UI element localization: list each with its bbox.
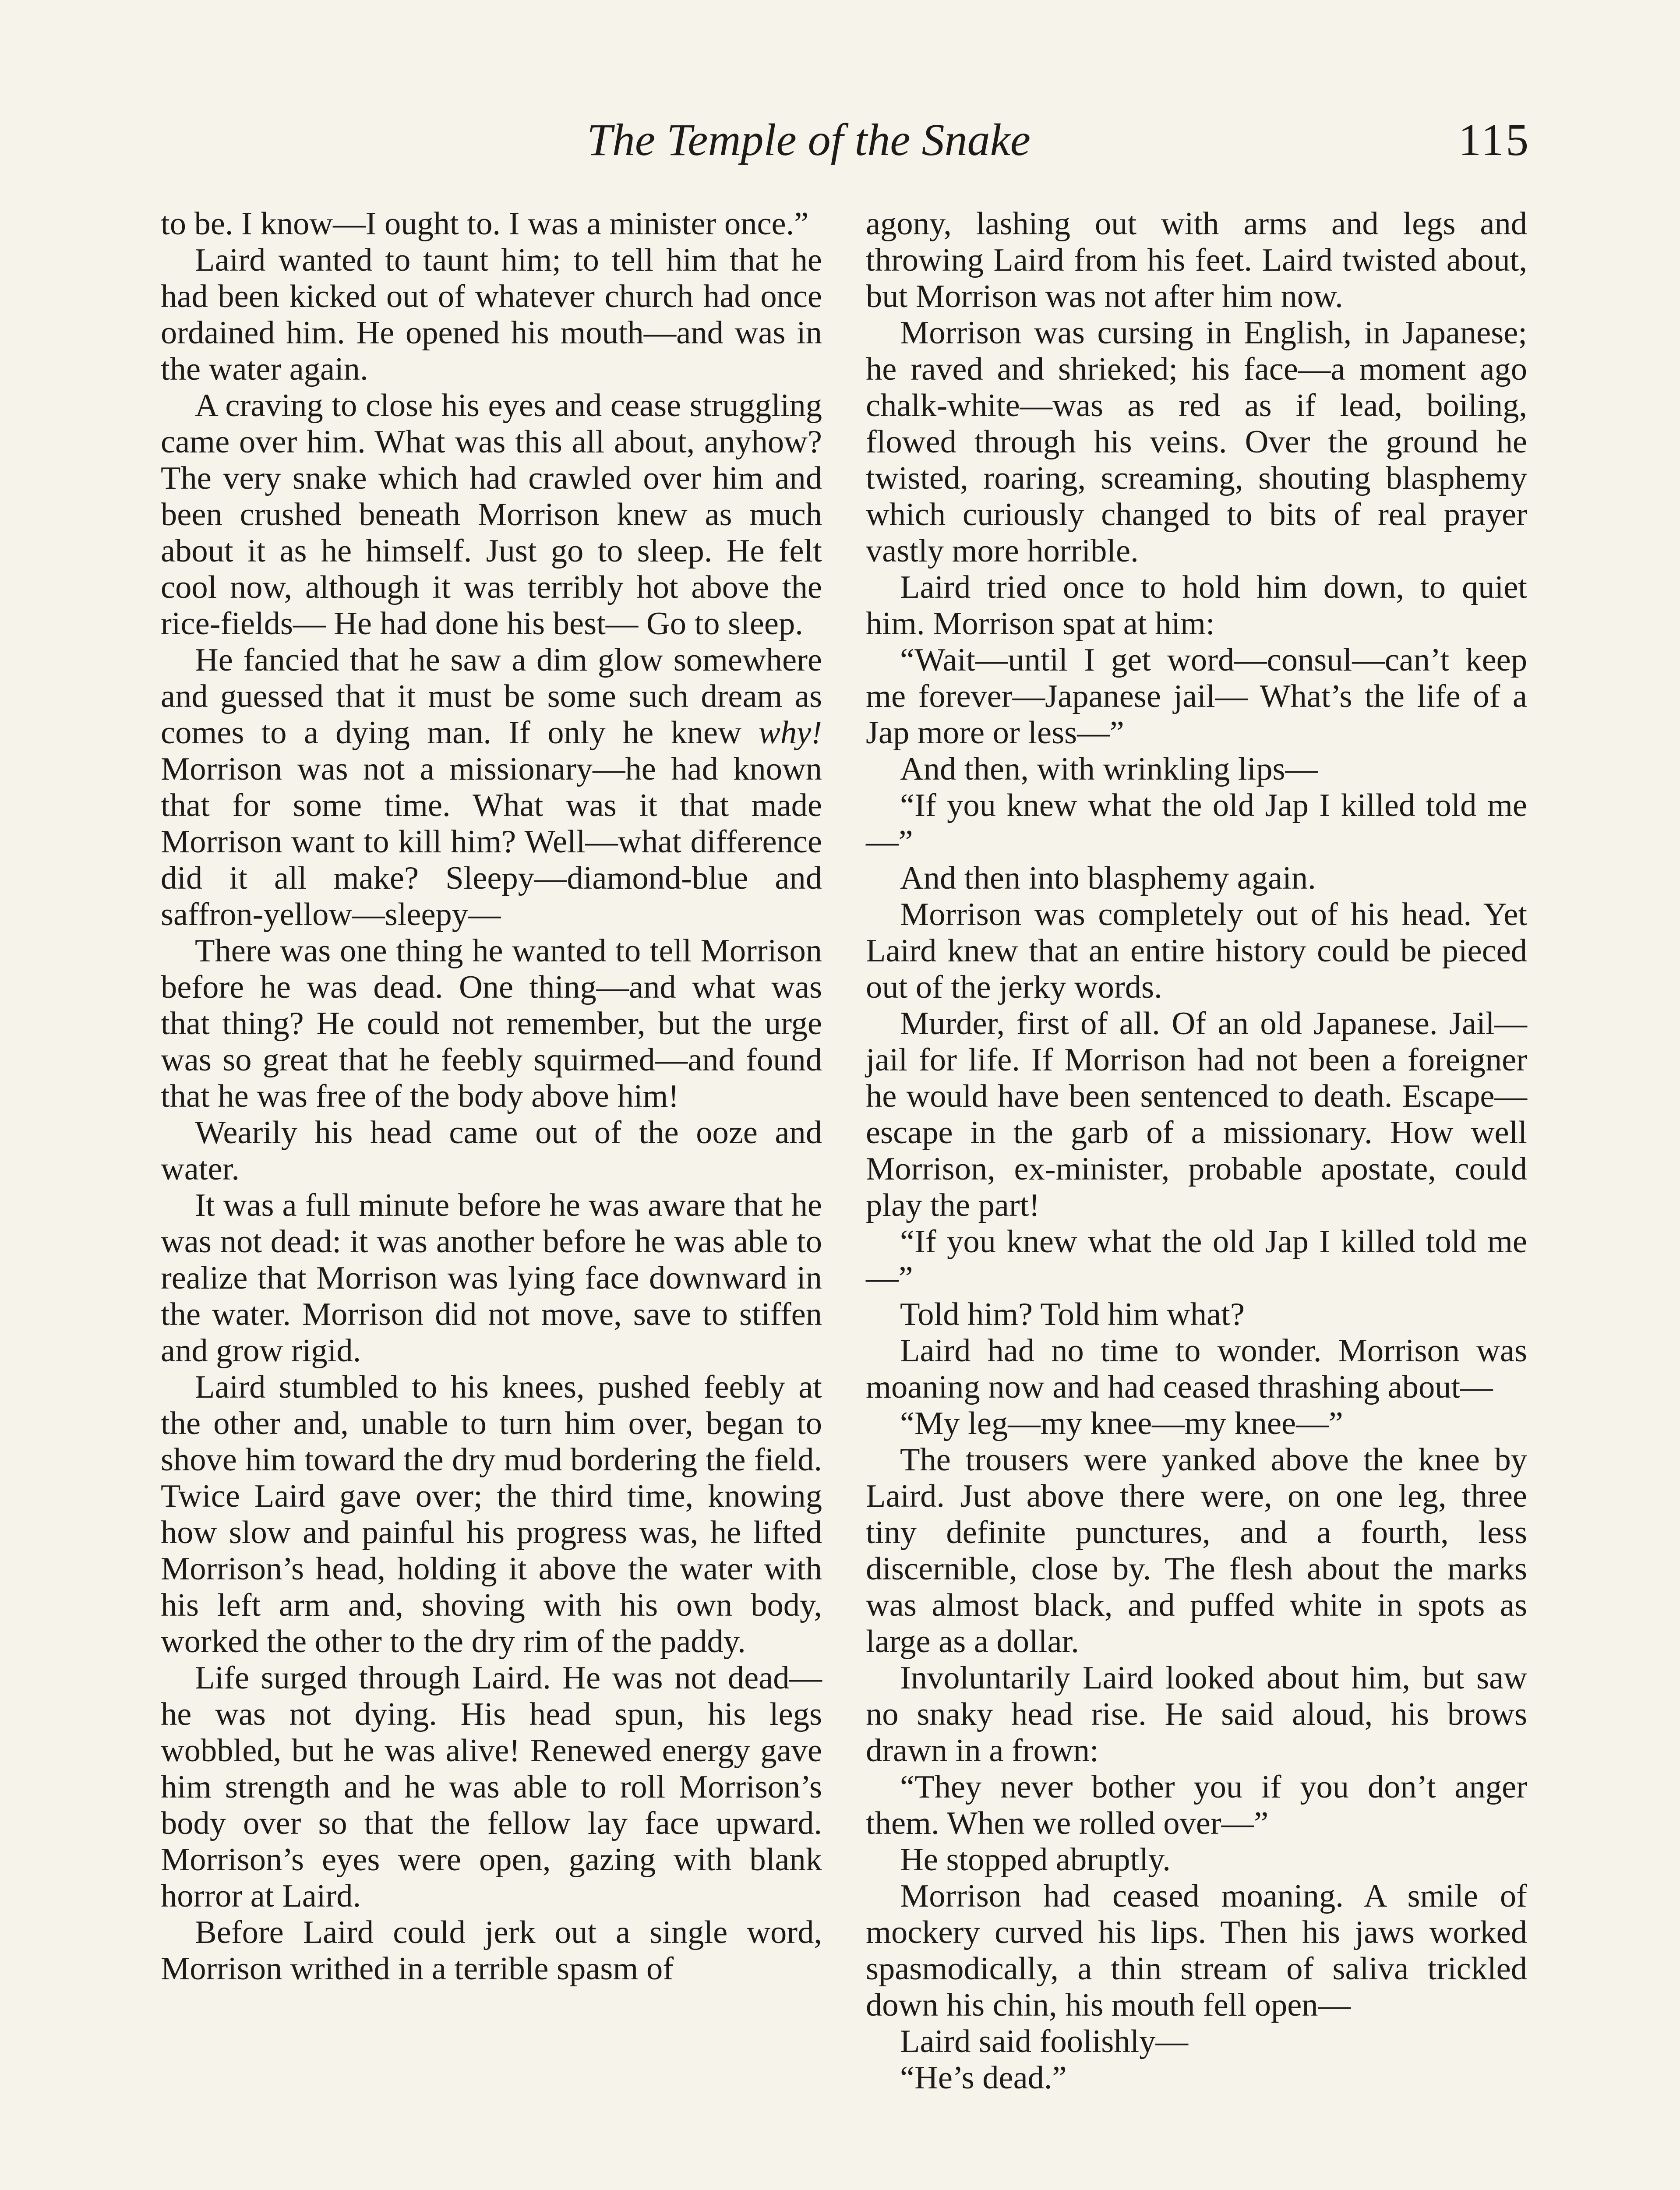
paragraph: “If you knew what the old Jap I killed told me—” xyxy=(866,1224,1527,1296)
paragraph: Involuntarily Laird looked about him, but saw no snaky head rise. He said aloud, his brows drawn in a frown: xyxy=(866,1660,1527,1769)
paragraph: Laird tried once to hold him down, to quiet him. Morrison spat at him: xyxy=(866,569,1527,642)
right-column xyxy=(866,206,1527,2096)
paragraph: Laird stumbled to his knees, pushed feebly at the other and, unable to turn him over, began to shove him toward the dry mud bordering the field. Twice Laird gave over; the third time, knowing how slow and painful his progress was, he lifted Morrison’s head, holding it above the water with his left arm and, shoving with his own body, worked the other to the dry rim of the paddy. xyxy=(161,1369,822,1660)
paragraph: Wearily his head came out of the ooze and water. xyxy=(161,1115,822,1187)
paragraph: Morrison was completely out of his head. Yet Laird knew that an entire history could be pieced out of the jerky words. xyxy=(866,897,1527,1005)
paragraph: “He’s dead.” xyxy=(900,2060,1067,2096)
running-head xyxy=(0,112,1680,169)
paragraph: Murder, first of all. Of an old Japanese. Jail—jail for life. If Morrison had not been a foreigner he would have been sentenced to death. Escape—escape in the garb of a missionary. How well Morrison, ex-minister, probable apostate, could play the part! xyxy=(866,1006,1527,1223)
paragraph: He stopped abruptly. xyxy=(900,1842,1171,1878)
paragraph: “If you knew what the old Jap I killed told me—” xyxy=(866,788,1527,860)
paragraph: Life surged through Laird. He was not dead—he was not dying. His head spun, his legs wobbled, but he was alive! Renewed energy gave him strength and he was able to roll Morrison’s body over so that the fellow lay face upward. Morrison’s eyes were open, gazing with blank horror at Laird. xyxy=(161,1660,822,1914)
paragraph: Morrison was cursing in English, in Japanese; he raved and shrieked; his face—a moment ago chalk-white—was as red as if lead, boiling, flowed through his veins. Over the ground he twisted, roaring, screaming, shouting blasphemy which curiously changed to bits of real prayer vastly more horrible. xyxy=(866,315,1527,569)
paragraph: to be. I know—I ought to. I was a minister once.” xyxy=(161,206,809,242)
paragraph-text: Morrison was not a missionary—he had known that for some time. What was it that made Morrison want to kill him? Well—what difference did it all make? Sleepy—diamond-blue and saffron-yellow—sleepy— xyxy=(161,751,822,933)
paragraph: Morrison had ceased moaning. A smile of mockery curved his lips. Then his jaws worked spasmodically, a thin stream of saliva trickled down his chin, his mouth fell open— xyxy=(866,1878,1527,2023)
paragraph: agony, lashing out with arms and legs and throwing Laird from his feet. Laird twisted about, but Morrison was not after him now. xyxy=(866,206,1527,314)
left-column xyxy=(161,206,822,1987)
paragraph: “They never bother you if you don’t anger them. When we rolled over—” xyxy=(866,1769,1527,1841)
emphasis-word: why! xyxy=(759,715,822,751)
running-title: The Temple of the Snake xyxy=(587,115,1031,165)
paragraph: Laird said foolishly— xyxy=(900,2024,1188,2059)
paragraph: Told him? Told him what? xyxy=(900,1296,1245,1332)
paragraph: It was a full minute before he was aware that he was not dead: it was another before he was able to realize that Morrison was lying face downward in the water. Morrison did not move, save to stiffen and grow rigid. xyxy=(161,1187,822,1369)
page-number: 115 xyxy=(1458,115,1531,165)
paragraph: Laird had no time to wonder. Morrison was moaning now and had ceased thrashing about— xyxy=(866,1333,1527,1405)
paragraph: A craving to close his eyes and cease struggling came over him. What was this all about, anyhow? The very snake which had crawled over him and been crushed beneath Morrison knew as much about it as he himself. Just go to sleep. He felt cool now, although it was terribly hot above the rice-fields— He had done his best— Go to sleep. xyxy=(161,388,822,642)
paragraph: And then, with wrinkling lips— xyxy=(900,751,1318,787)
paragraph: Laird wanted to taunt him; to tell him that he had been kicked out of whatever church had once ordained him. He opened his mouth—and was in the water again. xyxy=(161,242,822,387)
paragraph: “My leg—my knee—my knee—” xyxy=(900,1406,1343,1441)
paragraph: There was one thing he wanted to tell Morrison before he was dead. One thing—and what was that thing? He could not remember, but the urge was so great that he feebly squirmed—and found that he was free of the body above him! xyxy=(161,933,822,1114)
paragraph: Before Laird could jerk out a single word, Morrison writhed in a terrible spasm of xyxy=(161,1914,822,1987)
paragraph: The trousers were yanked above the knee by Laird. Just above there were, on one leg, three tiny definite punctures, and a fourth, less discernible, close by. The flesh about the marks was almost black, and puffed white in spots as large as a dollar. xyxy=(866,1442,1527,1660)
paragraph: “Wait—until I get word—consul—can’t keep me forever—Japanese jail— What’s the life of a Jap more or less—” xyxy=(866,642,1527,751)
paragraph: And then into blasphemy again. xyxy=(900,860,1316,896)
paragraph-text: He fancied that he saw a dim glow somewhere and guessed that it must be some such dream as comes to a dying man. If only he knew xyxy=(161,642,822,751)
paragraph xyxy=(161,642,822,933)
